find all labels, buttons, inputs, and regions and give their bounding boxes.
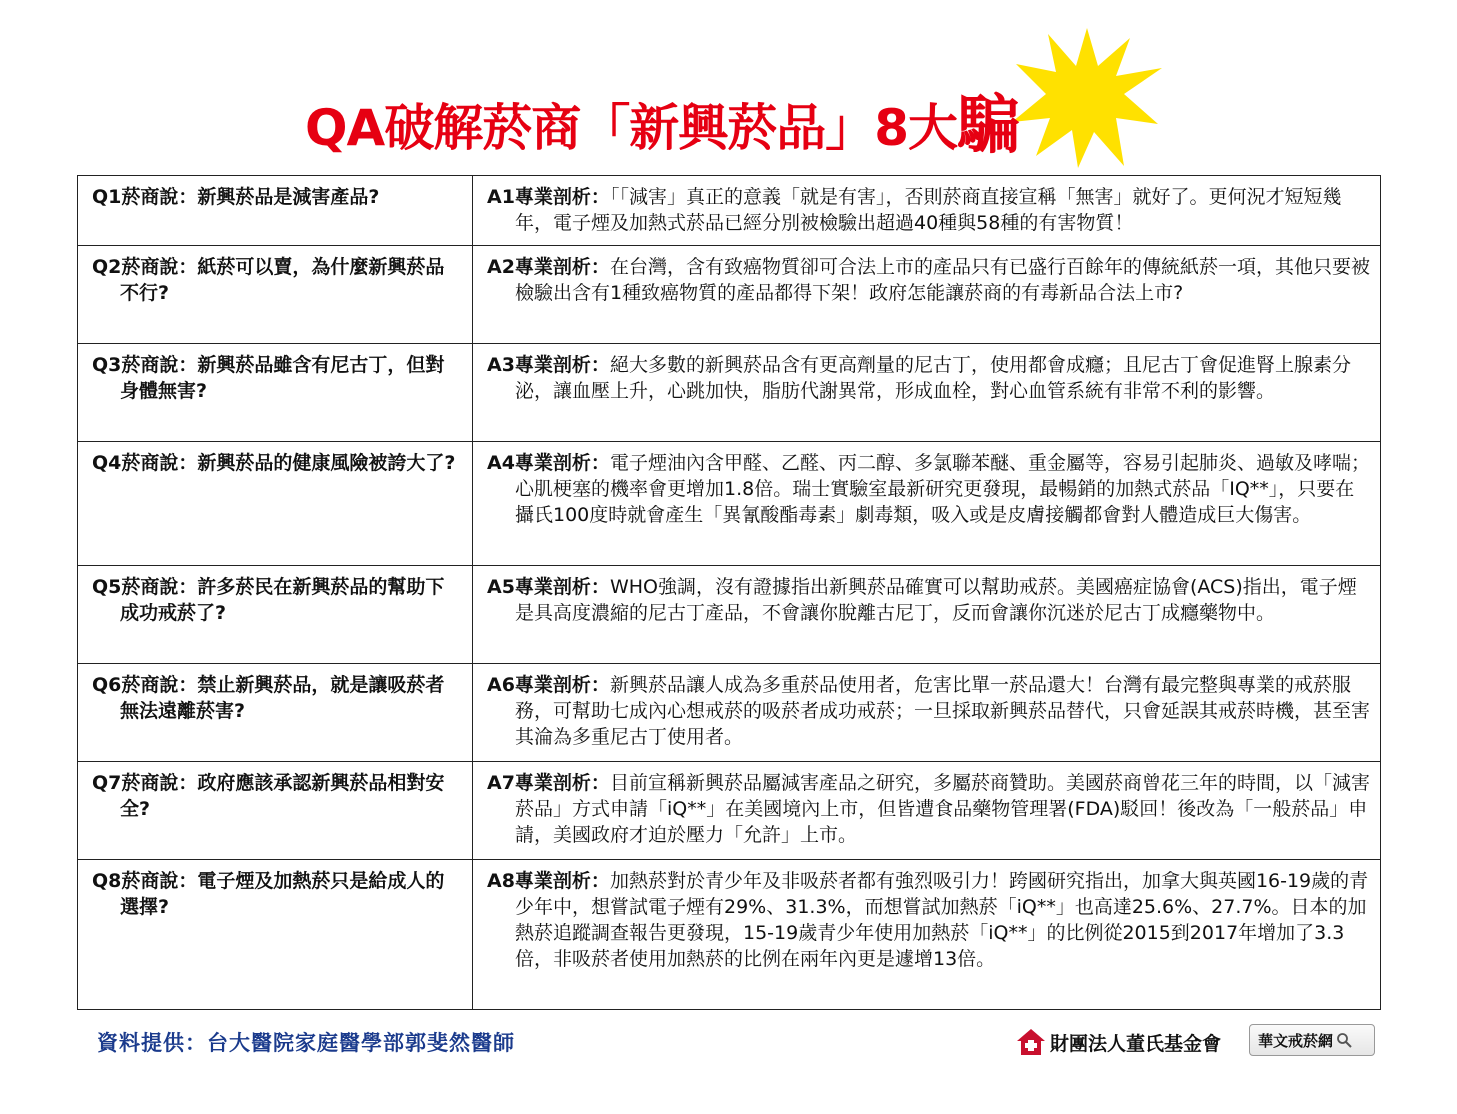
title-main: QA破解菸商「新興菸品」8大 bbox=[305, 99, 957, 157]
question-label: Q3菸商說： bbox=[92, 354, 198, 376]
qa-row bbox=[78, 442, 1381, 566]
question-text: 紙菸可以賣，為什麼新興菸品不行? bbox=[120, 256, 445, 304]
answer-text: 在台灣，含有致癌物質卻可合法上市的產品只有已盛行百餘年的傳統紙菸一項，其他只要被檢驗出含有1種致癌物質的產品都得下架！政府怎能讓菸商的有毒新品合法上市? bbox=[515, 256, 1370, 304]
answer-text: 「「減害」真正的意義「就是有害」，否則菸商直接宣稱「無害」就好了。更何況才短短幾年，電子煙及加熱式菸品已經分別被檢驗出超過40種與58種的有害物質！ bbox=[515, 186, 1342, 234]
question-cell bbox=[78, 664, 473, 762]
house-logo-icon bbox=[1016, 1028, 1046, 1056]
question-label: Q6菸商說： bbox=[92, 674, 198, 696]
question-cell bbox=[78, 344, 473, 442]
answer-label: A8專業剖析： bbox=[487, 870, 610, 892]
answer-text: WHO強調，沒有證據指出新興菸品確實可以幫助戒菸。美國癌症協會(ACS)指出，電子煙是具高度濃縮的尼古丁產品，不會讓你脫離古尼丁，反而會讓你沉迷於尼古丁成癮藥物中。 bbox=[515, 576, 1357, 624]
answer-cell bbox=[473, 176, 1381, 246]
question-label: Q4菸商說： bbox=[92, 452, 198, 474]
answer-text: 新興菸品讓人成為多重菸品使用者，危害比單一菸品還大！台灣有最完整與專業的戒菸服務，可幫助七成內心想戒菸的吸菸者成功戒菸；一旦採取新興菸品替代，只會延誤其戒菸時機，甚至害其淪為多重尼古丁使用者。 bbox=[515, 674, 1371, 748]
answer-cell bbox=[473, 344, 1381, 442]
question-text: 新興菸品是減害產品? bbox=[197, 186, 380, 208]
answer-cell bbox=[473, 860, 1381, 1010]
qa-row bbox=[78, 566, 1381, 664]
qa-row bbox=[78, 176, 1381, 246]
magnifier-icon bbox=[1336, 1032, 1352, 1048]
answer-cell bbox=[473, 664, 1381, 762]
answer-label: A3專業剖析： bbox=[487, 354, 610, 376]
question-cell bbox=[78, 860, 473, 1010]
qa-row bbox=[78, 664, 1381, 762]
org-logo bbox=[1016, 1028, 1221, 1056]
answer-cell bbox=[473, 566, 1381, 664]
question-cell bbox=[78, 176, 473, 246]
question-cell bbox=[78, 246, 473, 344]
question-text: 電子煙及加熱菸只是給成人的選擇? bbox=[120, 870, 445, 918]
question-text: 許多菸民在新興菸品的幫助下成功戒菸了? bbox=[120, 576, 445, 624]
answer-cell bbox=[473, 246, 1381, 344]
answer-text: 加熱菸對於青少年及非吸菸者都有強烈吸引力！跨國研究指出，加拿大與英國16-19歲的青少年中，想嘗試電子煙有29%、31.3%，而想嘗試加熱菸「iQ**」也高達25.6%、27.7%。日本的加熱菸追蹤調查報告更發現，15-19歲青少年使用加熱菸「iQ**」的比例從2015到2017年增加了3.3倍，非吸菸者使用加熱菸的比例在兩年內更是遽增13倍。 bbox=[515, 870, 1369, 970]
answer-text: 絕大多數的新興菸品含有更高劑量的尼古丁，使用都會成癮；且尼古丁會促進腎上腺素分泌，讓血壓上升，心跳加快，脂肪代謝異常，形成血栓，對心血管系統有非常不利的影響。 bbox=[515, 354, 1351, 402]
answer-label: A1專業剖析： bbox=[487, 186, 610, 208]
answer-text: 電子煙油內含甲醛、乙醛、丙二醇、多氯聯苯醚、重金屬等，容易引起肺炎、過敏及哮喘；心肌梗塞的機率會更增加1.8倍。瑞士實驗室最新研究更發現，最暢銷的加熱式菸品「IQ**」，只要在攝氏100度時就會產生「異氰酸酯毒素」劇毒類，吸入或是皮膚接觸都會對人體造成巨大傷害。 bbox=[515, 452, 1370, 526]
answer-cell bbox=[473, 762, 1381, 860]
qa-row bbox=[78, 246, 1381, 344]
page-title bbox=[305, 72, 1020, 164]
source-credit: 資料提供：台大醫院家庭醫學部郭斐然醫師 bbox=[97, 1031, 515, 1055]
org-name: 財團法人董氏基金會 bbox=[1050, 1032, 1222, 1055]
site-search-badge[interactable] bbox=[1249, 1024, 1375, 1056]
answer-text: 目前宣稱新興菸品屬減害產品之研究，多屬菸商贊助。美國菸商曾花三年的時間，以「減害菸品」方式申請「iQ**」在美國境內上市，但皆遭食品藥物管理署(FDA)駁回！後改為「一般菸品」申請，美國政府才迫於壓力「允許」上市。 bbox=[515, 772, 1370, 846]
qa-row bbox=[78, 762, 1381, 860]
question-label: Q2菸商說： bbox=[92, 256, 198, 278]
question-cell bbox=[78, 762, 473, 860]
qa-row bbox=[78, 860, 1381, 1010]
question-text: 政府應該承認新興菸品相對安全? bbox=[120, 772, 445, 820]
title-emphasis: 騙 bbox=[957, 89, 1020, 163]
qa-row bbox=[78, 344, 1381, 442]
question-label: Q5菸商說： bbox=[92, 576, 198, 598]
answer-label: A2專業剖析： bbox=[487, 256, 610, 278]
question-label: Q7菸商說： bbox=[92, 772, 198, 794]
qa-table bbox=[77, 175, 1381, 1010]
answer-cell bbox=[473, 442, 1381, 566]
answer-label: A5專業剖析： bbox=[487, 576, 610, 598]
question-cell bbox=[78, 442, 473, 566]
question-text: 新興菸品的健康風險被誇大了? bbox=[197, 452, 456, 474]
question-label: Q1菸商說： bbox=[92, 186, 198, 208]
question-text: 新興菸品雖含有尼古丁，但對身體無害? bbox=[120, 354, 445, 402]
site-name: 華文戒菸網 bbox=[1258, 1031, 1334, 1050]
question-label: Q8菸商說： bbox=[92, 870, 198, 892]
question-cell bbox=[78, 566, 473, 664]
answer-label: A6專業剖析： bbox=[487, 674, 610, 696]
starburst-icon bbox=[1012, 28, 1162, 168]
answer-label: A4專業剖析： bbox=[487, 452, 610, 474]
answer-label: A7專業剖析： bbox=[487, 772, 610, 794]
question-text: 禁止新興菸品，就是讓吸菸者無法遠離菸害? bbox=[120, 674, 445, 722]
